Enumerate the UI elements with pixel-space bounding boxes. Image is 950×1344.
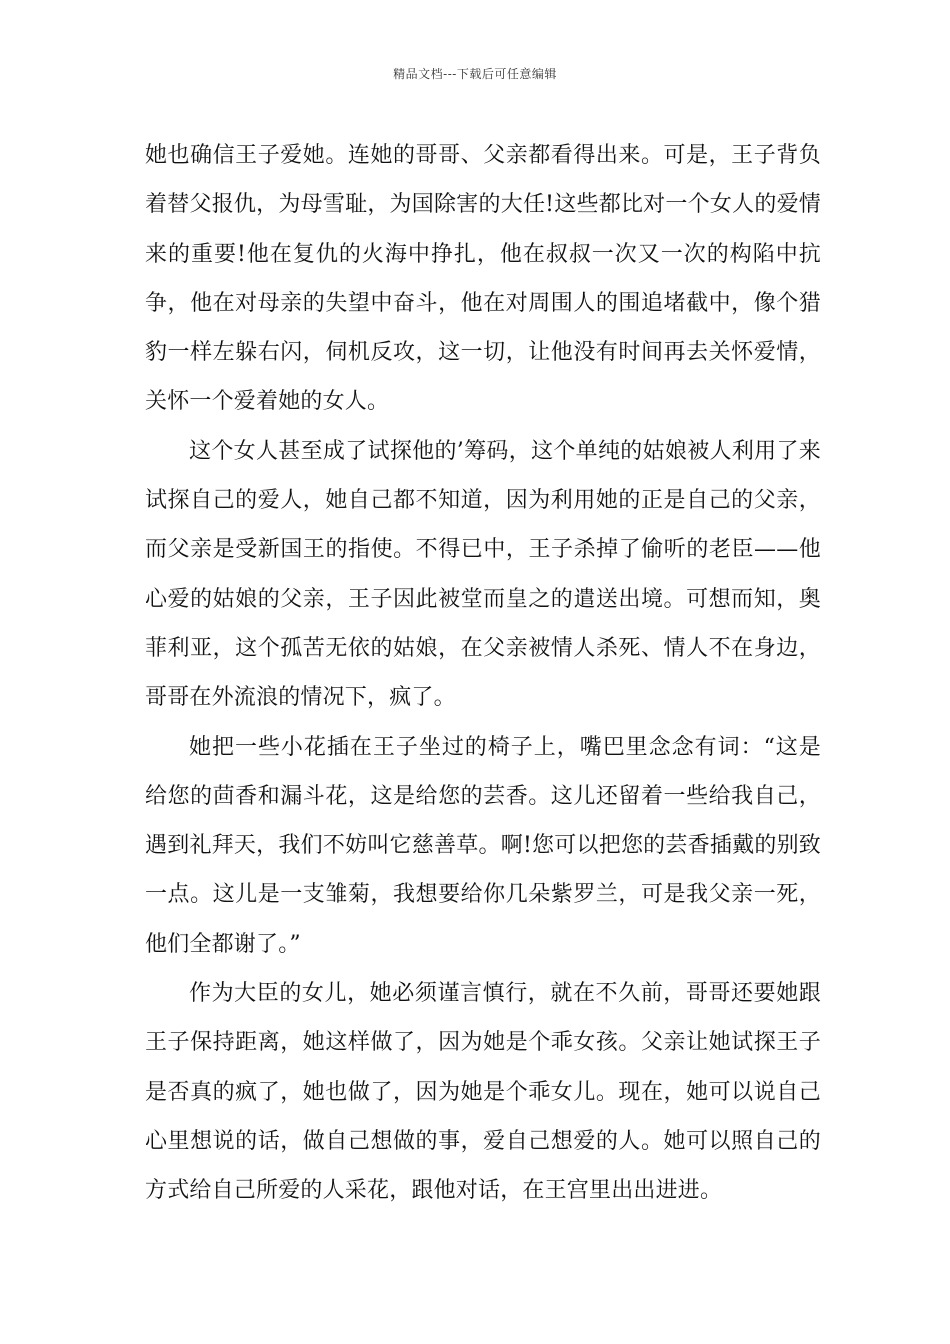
article-body	[145, 131, 821, 1216]
paragraph-4: 作为大臣的女儿，她必须谨言慎行，就在不久前，哥哥还要她跟王子保持距离，她这样做了，因为她是个乖女孩。父亲让她试探王子是否真的疯了，她也做了，因为她是个乖女儿。现在，她可以说自己心里想说的话，做自己想做的事，爱自己想爱的人。她可以照自己的方式给自己所爱的人采花，跟他对话，在王宫里出出进进。	[145, 981, 821, 1204]
paragraph-3: 她把一些小花插在王子坐过的椅子上，嘴巴里念念有词：“这是给您的茴香和漏斗花，这是给您的芸香。这儿还留着一些给我自己，遇到礼拜天，我们不妨叫它慈善草。啊!您可以把您的芸香插戴的别致一点。这儿是一支雏菊，我想要给你几朵紫罗兰，可是我父亲一死，他们全都谢了。”	[145, 734, 821, 957]
paragraph-2: 这个女人甚至成了试探他的’筹码，这个单纯的姑娘被人利用了来试探自己的爱人，她自己都不知道，因为利用她的正是自己的父亲，而父亲是受新国王的指使。不得已中，王子杀掉了偷听的老臣——他心爱的姑娘的父亲，王子因此被堂而皇之的遣送出境。可想而知，奥菲利亚，这个孤苦无依的姑娘，在父亲被情人杀死、情人不在身边，哥哥在外流浪的情况下，疯了。	[145, 438, 821, 711]
page-header: 精品文档---下载后可任意编辑	[393, 67, 557, 81]
paragraph-1: 她也确信王子爱她。连她的哥哥、父亲都看得出来。可是，王子背负着替父报仇，为母雪耻，为国除害的大任!这些都比对一个女人的爱情来的重要!他在复仇的火海中挣扎，他在叔叔一次又一次的构陷中抗争，他在对母亲的失望中奋斗，他在对周围人的围追堵截中，像个猎豹一样左躲右闪，伺机反攻，这一切，让他没有时间再去关怀爱情，关怀一个爱着她的女人。	[145, 143, 821, 415]
